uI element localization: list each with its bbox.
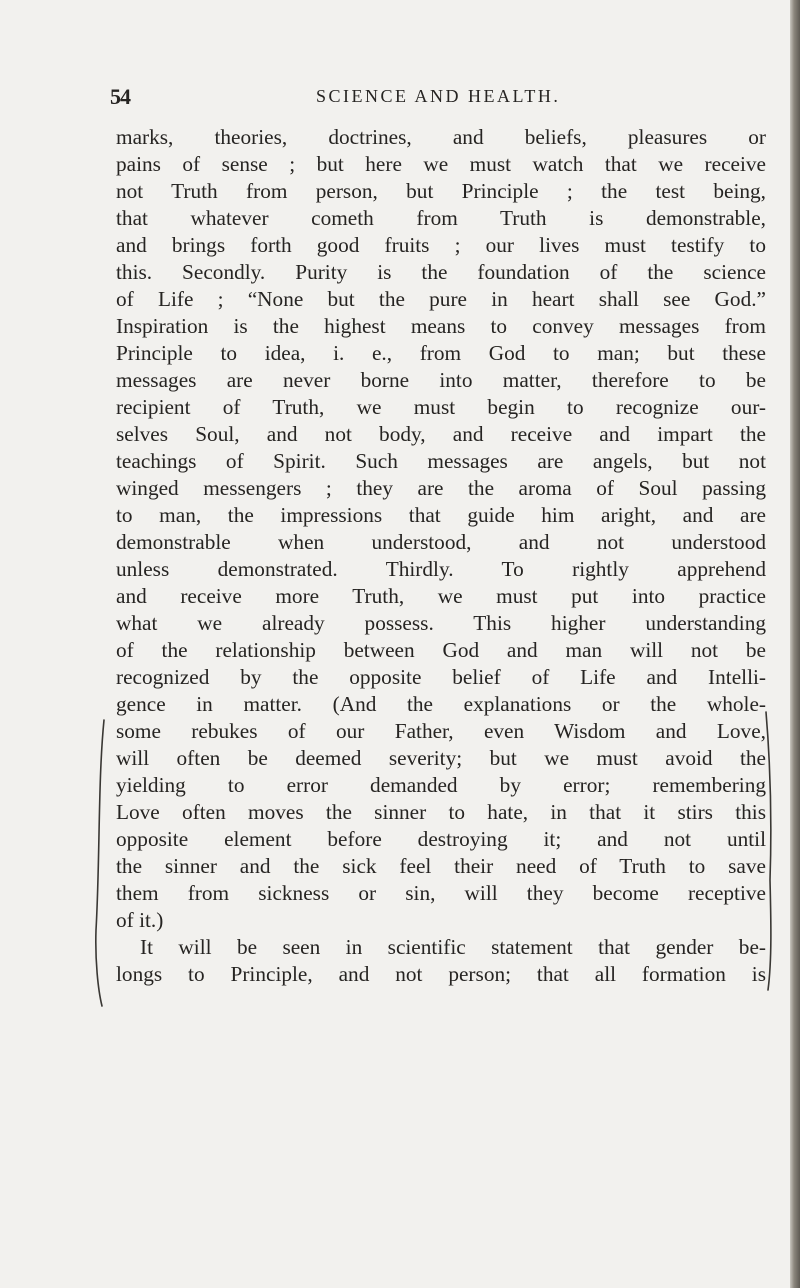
text-line: this. Secondly. Purity is the foundation of the science	[116, 260, 766, 284]
text-line: and receive more Truth, we must put into practice	[116, 584, 766, 608]
text-line: Love often moves the sinner to hate, in that it stirs this	[116, 800, 766, 824]
text-line: teachings of Spirit. Such messages are angels, but not	[116, 449, 766, 473]
left-pencil-bracket	[96, 720, 104, 1006]
page-binding-edge	[790, 0, 800, 1288]
text-line: Inspiration is the highest means to convey messages from	[116, 314, 766, 338]
text-line: winged messengers ; they are the aroma of Soul passing	[116, 476, 766, 500]
text-line: Principle to idea, i. e., from God to man; but these	[116, 341, 766, 365]
text-line: gence in matter. (And the explanations or the whole-	[116, 692, 766, 716]
text-line: of Life ; “None but the pure in heart shall see God.”	[116, 287, 766, 311]
text-line: longs to Principle, and not person; that all formation is	[116, 962, 766, 986]
text-line: messages are never borne into matter, therefore to be	[116, 368, 766, 392]
text-line: what we already possess. This higher understanding	[116, 611, 766, 635]
text-line: some rebukes of our Father, even Wisdom and Love,	[116, 719, 766, 743]
text-line: pains of sense ; but here we must watch that we receive	[116, 152, 766, 176]
text-line: to man, the impressions that guide him aright, and are	[116, 503, 766, 527]
text-line: them from sickness or sin, will they become receptive	[116, 881, 766, 905]
text-line: demonstrable when understood, and not understood	[116, 530, 766, 554]
text-line: of the relationship between God and man will not be	[116, 638, 766, 662]
text-line: It will be seen in scientific statement that gender be-	[140, 935, 766, 959]
text-line: marks, theories, doctrines, and beliefs, pleasures or	[116, 125, 766, 149]
page-number: 54	[110, 84, 130, 109]
text-line: selves Soul, and not body, and receive and impart the	[116, 422, 766, 446]
text-line: yielding to error demanded by error; remembering	[116, 773, 766, 797]
text-line: that whatever cometh from Truth is demonstrable,	[116, 206, 766, 230]
page-header	[110, 84, 750, 110]
text-line: of it.)	[116, 908, 164, 932]
text-line: unless demonstrated. Thirdly. To rightly apprehend	[116, 557, 766, 581]
text-line: will often be deemed severity; but we must avoid the	[116, 746, 766, 770]
text-line: recognized by the opposite belief of Life and Intelli-	[116, 665, 766, 689]
text-line: opposite element before destroying it; and not until	[116, 827, 766, 851]
text-line: not Truth from person, but Principle ; the test being,	[116, 179, 766, 203]
running-title: SCIENCE AND HEALTH.	[316, 86, 561, 106]
right-pencil-bracket	[766, 712, 771, 990]
text-line: the sinner and the sick feel their need of Truth to save	[116, 854, 766, 878]
text-line: recipient of Truth, we must begin to recognize our-	[116, 395, 766, 419]
text-line: and brings forth good fruits ; our lives must testify to	[116, 233, 766, 257]
body-text	[116, 124, 766, 988]
